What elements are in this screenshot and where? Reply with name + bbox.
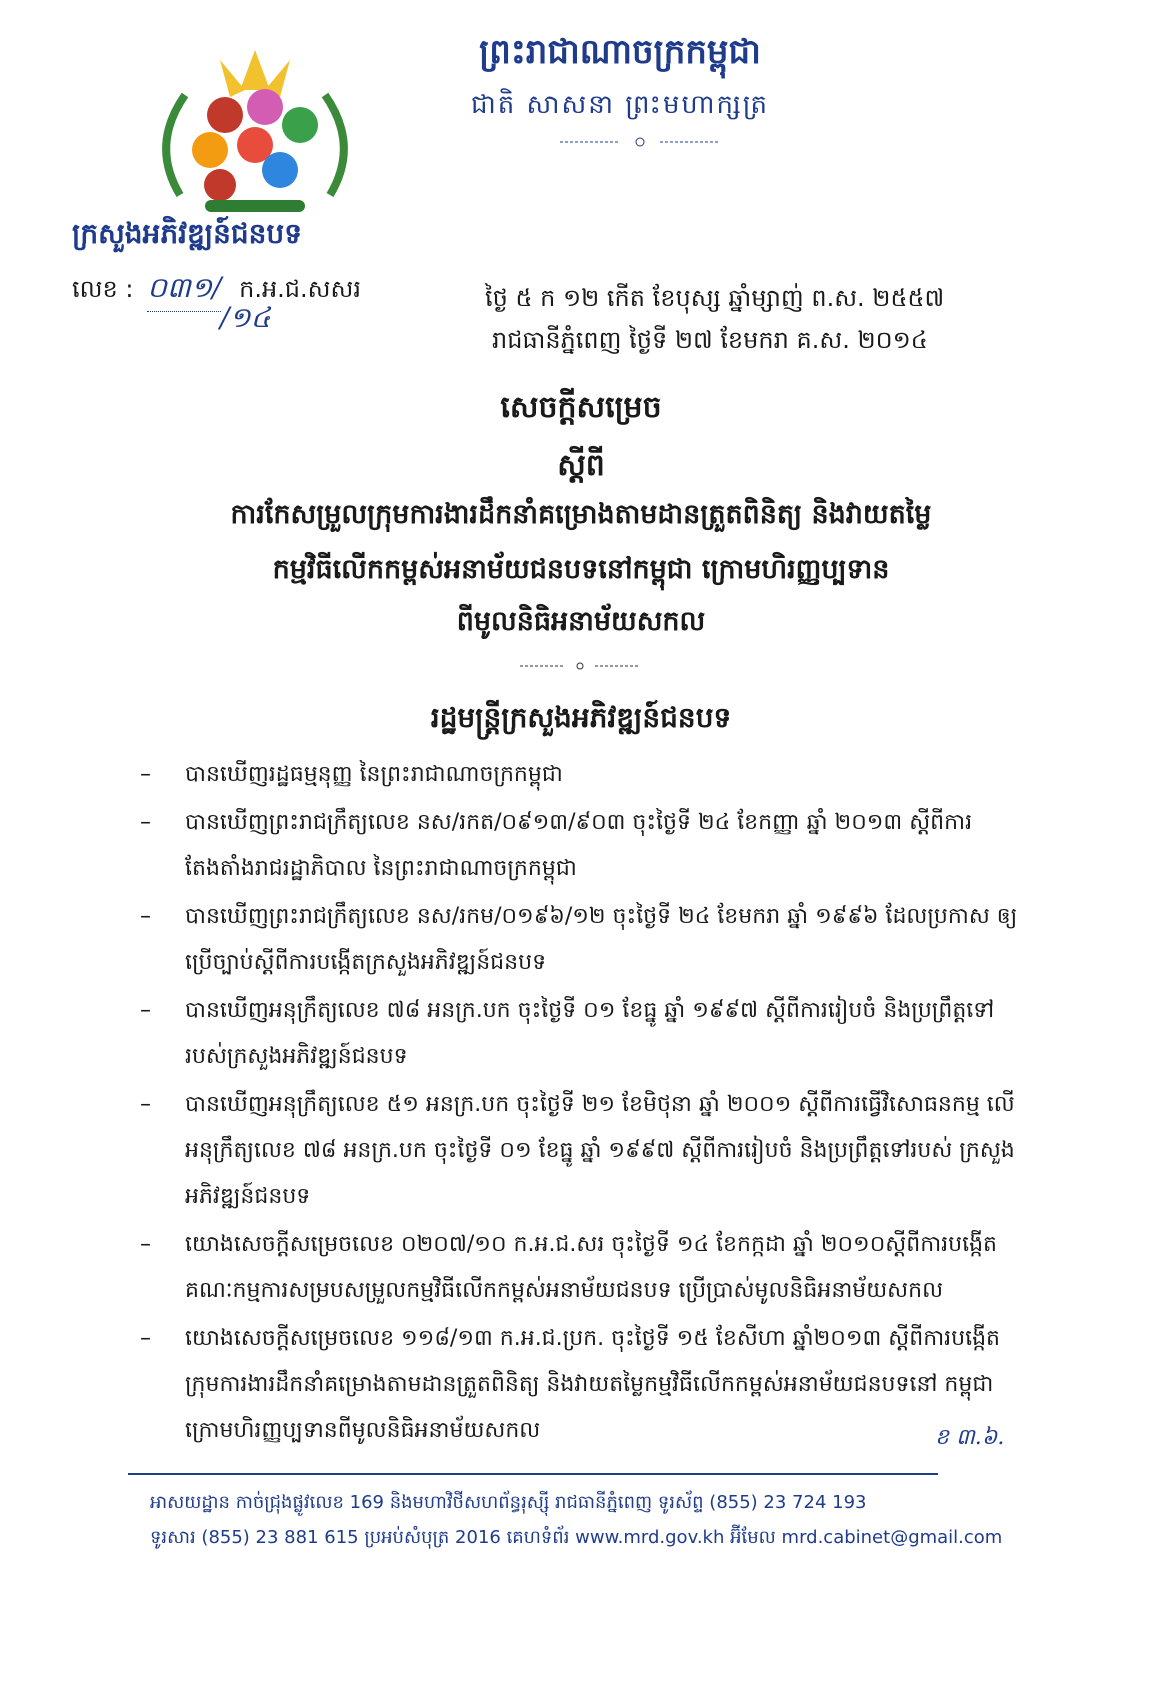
- minister-title: រដ្ឋមន្ត្រីក្រសួងអភិវឌ្ឍន៍ជនបទ: [430, 701, 732, 734]
- handwritten-initials: ខ ៣.៦.: [935, 1425, 1005, 1450]
- list-item: – បានឃើញអនុក្រឹត្យលេខ ៧៨ អនក្រ.បក ចុះថ្ងៃទី ០១ ខែធ្នូ ឆ្នាំ ១៩៩៧ ស្តីពីការរៀបចំ និងប្រព្រឹត្តទៅ របស់ក្រសួងអភិវឌ្ឍន៍ជនបទ: [140, 988, 1020, 1080]
- list-item: – បានឃើញរដ្ឋធម្មនុញ្ញ នៃព្រះរាជាណាចក្រកម្ពុជា: [140, 752, 1020, 798]
- kingdom-title: ព្រះរាជាណាចក្រកម្ពុជា: [479, 32, 761, 72]
- list-item: – យោងសេចក្តីសម្រេចលេខ ១១៨/១៣ ក.អ.ជ.ប្រក. ចុះថ្ងៃទី ១៥ ខែសីហា ឆ្នាំ២០១៣ ស្តីពីការបង្កើត ក្រុមការងារដឹកនាំគម្រោងតាមដានត្រួតពិនិត្យ និងវាយតម្លៃកម្មវិធីលើកកម្ពស់អនាម័យជនបទនៅ កម្ពុជាក្រោមហិរញ្ញប្បទានពីមូលនិធិអនាម័យសកល: [140, 1316, 1020, 1454]
- ornament-divider: [560, 135, 720, 149]
- decision-about: ស្តីពី: [557, 448, 605, 483]
- footer-contact: ទូរសារ (855) 23 881 615 ប្រអប់សំបុត្រ 2016 គេហទំព័រ www.mrd.gov.kh អ៊ីមែល mrd.cabinet@gmail.com: [150, 1527, 1003, 1548]
- list-item: – យោងសេចក្តីសម្រេចលេខ ០២០៧/១០ ក.អ.ជ.សរ ចុះថ្ងៃទី ១៤ ខែកក្កដា ឆ្នាំ ២០១០ស្តីពីការបង្កើត គណៈកម្មការសម្របសម្រួលកម្មវិធីលើកកម្ពស់អនាម័យជនបទ ប្រើប្រាស់មូលនិធិអនាម័យសកល: [140, 1222, 1020, 1314]
- list-item: – បានឃើញព្រះរាជក្រឹត្យលេខ នស/រកត/០៩១៣/៩០៣ ចុះថ្ងៃទី ២៤ ខែកញ្ញា ឆ្នាំ ២០១៣ ស្តីពីការ តែងតាំងរាជរដ្ឋាភិបាល នៃព្រះរាជាណាចក្រកម្ពុជា: [140, 800, 1020, 892]
- footer-divider: [128, 1473, 938, 1475]
- reference-year: /១៤: [220, 301, 271, 334]
- list-item: – បានឃើញអនុក្រឹត្យលេខ ៥១ អនក្រ.បក ចុះថ្ងៃទី ២១ ខែមិថុនា ឆ្នាំ ២០០១ ស្តីពីការធ្វើវិសោធនកម្ម លើអនុក្រឹត្យលេខ ៧៨ អនក្រ.បក ចុះថ្ងៃទី ០១ ខែធ្នូ ឆ្នាំ ១៩៩៧ ស្តីពីការរៀបចំ និងប្រព្រឹត្តទៅរបស់ ក្រសួងអភិវឌ្ឍន៍ជនបទ: [140, 1082, 1020, 1220]
- list-item: – បានឃើញព្រះរាជក្រឹត្យលេខ នស/រកម/០១៩៦/១២ ចុះថ្ងៃទី ២៤ ខែមករា ឆ្នាំ ១៩៩៦ ដែលប្រកាស ឲ្យប្រើច្បាប់ស្តីពីការបង្កើតក្រសួងអភិវឌ្ឍន៍ជនបទ: [140, 894, 1020, 986]
- kingdom-motto: ជាតិ សាសនា ព្រះមហាក្សត្រ: [471, 90, 769, 120]
- ornament-divider: [520, 660, 640, 672]
- reference-label: លេខ :: [72, 275, 134, 303]
- preamble-list: [140, 752, 1020, 1456]
- reference-handwritten-number: ០៣១/: [147, 270, 221, 312]
- decision-subject-line: ពីមូលនិធិអនាម័យសកល: [456, 606, 706, 637]
- decision-subject-line: កម្មវិធីលើកកម្ពស់អនាម័យជនបទនៅកម្ពុជា ក្រោមហិរញ្ញប្បទាន: [272, 554, 890, 585]
- decision-title: សេចក្តីសម្រេច: [500, 390, 662, 425]
- reference-suffix: ក.អ.ជ.សសរ: [239, 275, 361, 303]
- ministry-logo: [140, 45, 370, 215]
- solar-date: រាជធានីភ្នំពេញ ថ្ងៃទី ២៧ ខែមករា គ.ស. ២០១៤: [492, 326, 928, 354]
- reference-number: [72, 270, 361, 312]
- footer-address: អាសយដ្ឋាន កាច់ជ្រុងផ្លូវលេខ 169 និងមហាវិថីសហព័ន្ធរុស្ស៊ី រាជធានីភ្នំពេញ ទូរស័ព្ទ (855) 23 724 193: [150, 1492, 867, 1513]
- decision-subject-line: ការកែសម្រួលក្រុមការងារដឹកនាំគម្រោងតាមដានត្រួតពិនិត្យ និងវាយតម្លៃ: [230, 499, 932, 530]
- ministry-name: ក្រសួងអភិវឌ្ឍន៍ជនបទ: [72, 217, 302, 250]
- lunar-date: ថ្ងៃ ៥ ក ១២ កើត ខែបុស្ស ឆ្នាំម្សាញ់ ព.ស. ២៥៥៧: [485, 284, 945, 312]
- sun-rays: [220, 50, 290, 97]
